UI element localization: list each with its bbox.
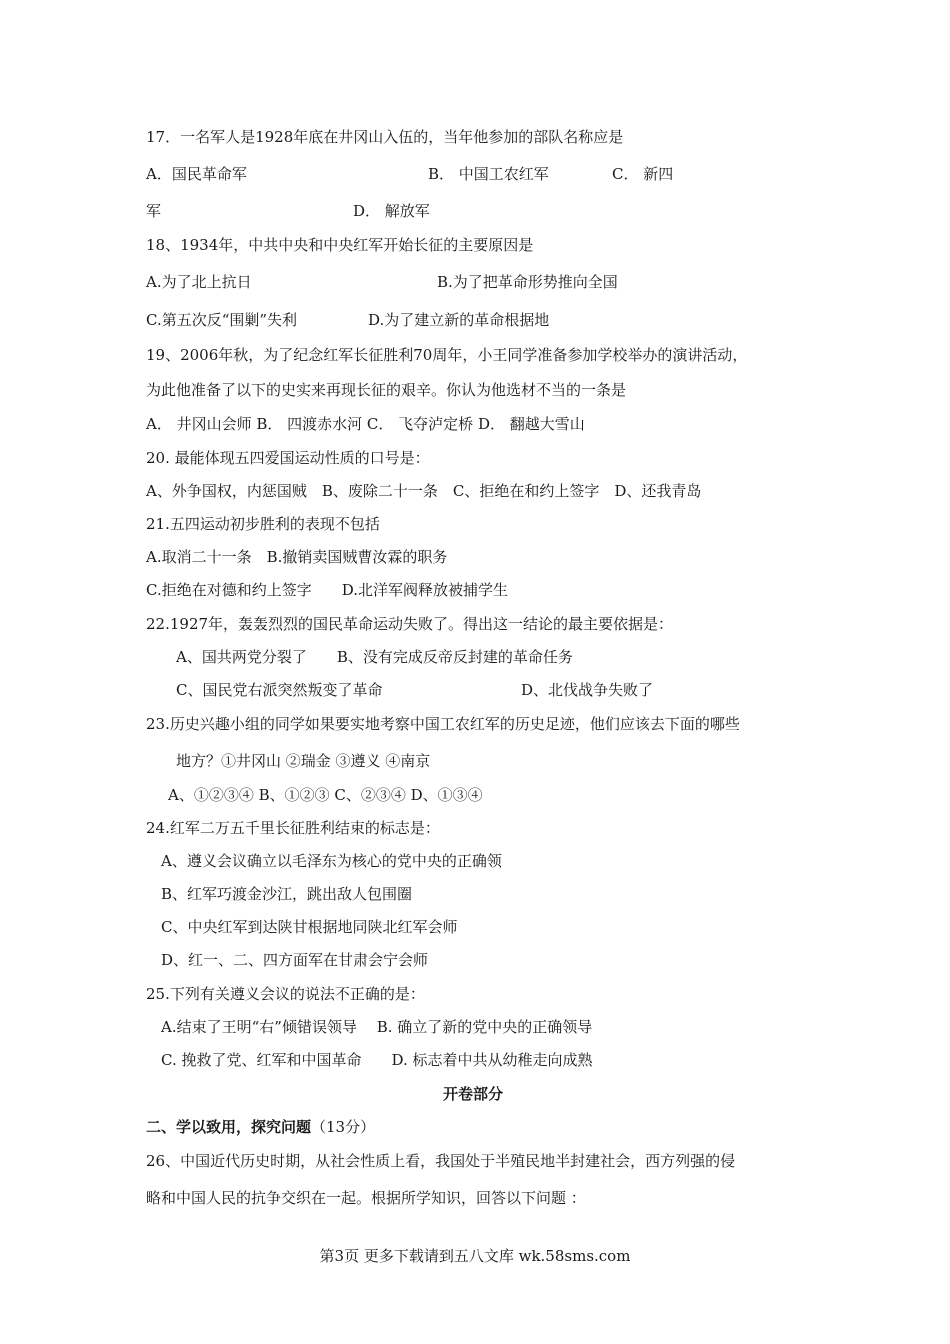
q25-options-cd: C. 挽救了党、红军和中国革命 D. 标志着中共从幼稚走向成熟 bbox=[161, 1051, 593, 1069]
q17-stem: 17．一名军人是1928年底在井冈山入伍的，当年他参加的部队名称应是 bbox=[146, 128, 624, 146]
q18-option-a: A.为了北上抗日 bbox=[146, 273, 252, 291]
q21-stem: 21.五四运动初步胜利的表现不包括 bbox=[146, 515, 380, 533]
q24-option-a: A、遵义会议确立以毛泽东为核心的党中央的正确领 bbox=[161, 852, 502, 870]
part2-heading bbox=[146, 1117, 375, 1137]
q20-stem: 20. 最能体现五四爱国运动性质的口号是： bbox=[146, 449, 430, 467]
q23-stem-line2: 地方？①井冈山 ②瑞金 ③遵义 ④南京 bbox=[176, 752, 431, 770]
q23-options: A、①②③④ B、①②③ C、②③④ D、①③④ bbox=[168, 786, 483, 804]
q22-stem: 22.1927年，轰轰烈烈的国民革命运动失败了。得出这一结论的最主要依据是： bbox=[146, 615, 674, 633]
q17-option-b: B． 中国工农红军 bbox=[428, 165, 549, 183]
q26-line1: 26、中国近代历史时期，从社会性质上看，我国处于半殖民地半封建社会，西方列强的侵 bbox=[146, 1152, 736, 1170]
q18-option-d: D.为了建立新的革命根据地 bbox=[368, 311, 550, 329]
q22-options-ab: A、国共两党分裂了 B、没有完成反帝反封建的革命任务 bbox=[176, 648, 573, 666]
q18-option-b: B.为了把革命形势推向全国 bbox=[437, 273, 618, 291]
q25-stem: 25.下列有关遵义会议的说法不正确的是： bbox=[146, 985, 425, 1003]
q24-stem: 24.红军二万五千里长征胜利结束的标志是： bbox=[146, 819, 440, 837]
q24-option-b: B、红军巧渡金沙江，跳出敌人包围圈 bbox=[161, 885, 413, 903]
part2-title: 二、学以致用，探究问题 bbox=[146, 1118, 312, 1136]
q18-option-c: C.第五次反“围剿”失利 bbox=[146, 311, 298, 329]
q24-option-d: D、红一、二、四方面军在甘肃会宁会师 bbox=[161, 951, 429, 969]
q24-option-c: C、中央红军到达陕甘根据地同陕北红军会师 bbox=[161, 918, 458, 936]
q19-stem-line2: 为此他准备了以下的史实来再现长征的艰辛。你认为他选材不当的一条是 bbox=[146, 381, 627, 399]
q21-options-ab: A.取消二十一条 B.撤销卖国贼曹汝霖的职务 bbox=[146, 548, 448, 566]
page-footer: 第3页 更多下载请到五八文库 wk.58sms.com bbox=[319, 1247, 631, 1265]
open-section-title: 开卷部分 bbox=[443, 1085, 504, 1103]
q19-stem-line1: 19、2006年秋，为了纪念红军长征胜利70周年，小王同学准备参加学校举办的演讲活动， bbox=[146, 346, 748, 364]
part2-score: （13分） bbox=[311, 1118, 376, 1136]
q26-line2: 略和中国人民的抗争交织在一起。根据所学知识，回答以下问题 ： bbox=[146, 1189, 586, 1207]
q17-option-c-cont: 军 bbox=[146, 202, 162, 220]
q19-options: A． 井冈山会师 B． 四渡赤水河 C． 飞夺泸定桥 D． 翻越大雪山 bbox=[146, 415, 585, 433]
q25-options-ab: A.结束了王明“右”倾错误领导 B. 确立了新的党中央的正确领导 bbox=[161, 1018, 593, 1036]
q17-option-c: C． 新四 bbox=[612, 165, 674, 183]
q22-option-d: D、北伐战争失败了 bbox=[521, 681, 654, 699]
q21-options-cd: C.拒绝在对德和约上签字 D.北洋军阀释放被捕学生 bbox=[146, 581, 508, 599]
q23-stem-line1: 23.历史兴趣小组的同学如果要实地考察中国工农红军的历史足迹，他们应该去下面的哪些 bbox=[146, 715, 740, 733]
q17-option-a: A．国民革命军 bbox=[146, 165, 247, 183]
q22-option-c: C、国民党右派突然叛变了革命 bbox=[176, 681, 383, 699]
q17-option-d: D． 解放军 bbox=[353, 202, 430, 220]
q20-options: A、外争国权，内惩国贼 B、废除二十一条 C、拒绝在和约上签字 D、还我青岛 bbox=[146, 482, 702, 500]
q18-stem: 18、1934年，中共中央和中央红军开始长征的主要原因是 bbox=[146, 236, 534, 254]
